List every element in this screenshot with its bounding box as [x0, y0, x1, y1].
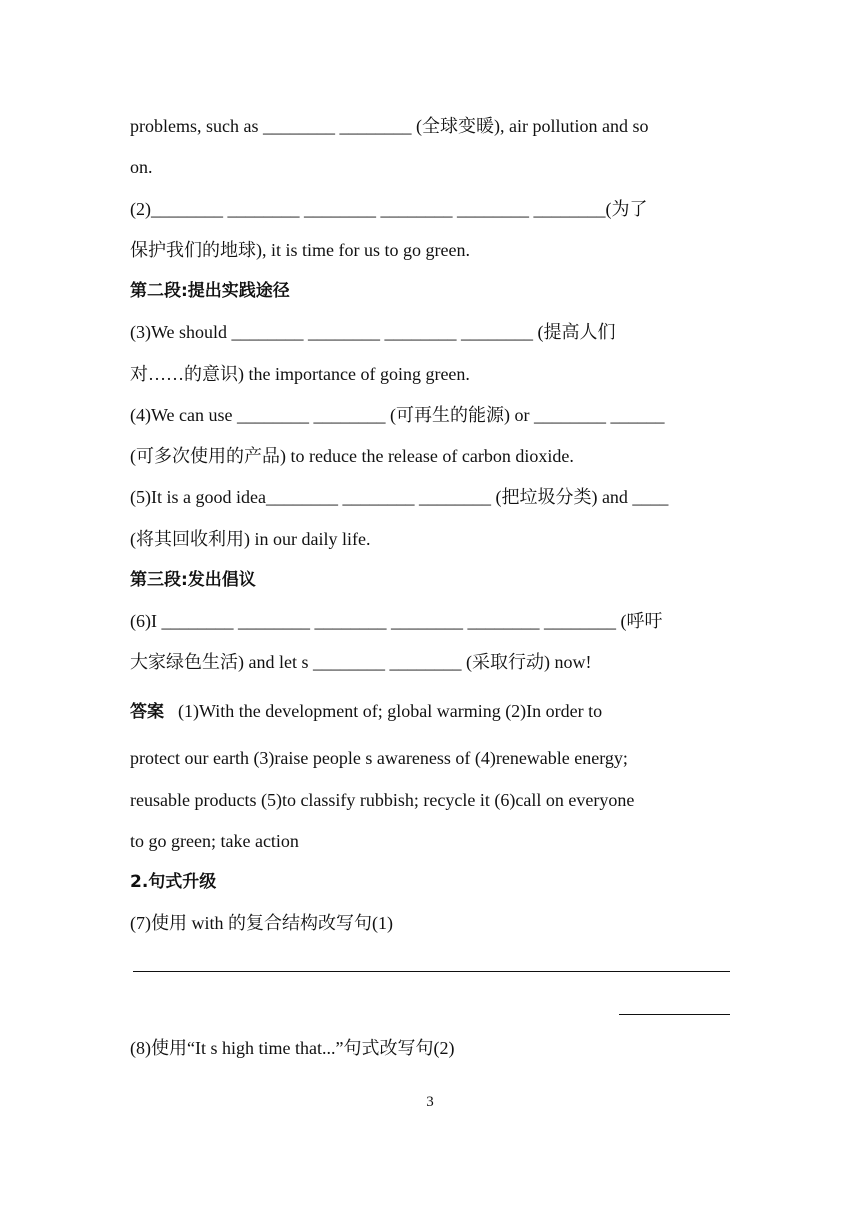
answer-line: to go green; take action — [130, 831, 299, 851]
page-number: 3 — [426, 1094, 434, 1110]
answer-label: 答案 — [130, 702, 164, 722]
text-line: (2)________ ________ ________ ________ ________ ________(为了 — [130, 199, 648, 219]
answer-blank-line — [133, 971, 730, 972]
answer-blank-line — [619, 1014, 730, 1015]
question-line: (7)使用 with 的复合结构改写句(1) — [130, 913, 393, 933]
answer-line: protect our earth (3)raise people s awareness of (4)renewable energy; — [130, 748, 628, 768]
text-line: problems, such as ________ ________ (全球变暖), air pollution and so — [130, 116, 649, 136]
text-line: (3)We should ________ ________ ________ ________ (提高人们 — [130, 322, 616, 342]
question-line: (8)使用“It s high time that...”句式改写句(2) — [130, 1038, 455, 1058]
text-line: (可多次使用的产品) to reduce the release of carbon dioxide. — [130, 446, 574, 466]
answer-line: reusable products (5)to classify rubbish; recycle it (6)call on everyone — [130, 790, 635, 810]
section-heading: 2.句式升级 — [130, 872, 217, 892]
text-line: on. — [130, 157, 153, 177]
text-line: (将其回收利用) in our daily life. — [130, 529, 371, 549]
answer-line — [130, 699, 732, 724]
text-line: (5)It is a good idea________ ________ ________ (把垃圾分类) and ____ — [130, 487, 669, 507]
text-line: (6)I ________ ________ ________ ________ ________ ________ (呼吁 — [130, 611, 663, 631]
text-line: 保护我们的地球), it is time for us to go green. — [130, 240, 470, 260]
answer-text: (1)With the development of; global warming (2)In order to — [178, 701, 603, 721]
text-line: 对……的意识) the importance of going green. — [130, 364, 470, 384]
section-heading: 第二段:提出实践途径 — [130, 281, 290, 301]
section-heading: 第三段:发出倡议 — [130, 570, 256, 590]
text-line: 大家绿色生活) and let s ________ ________ (采取行动) now! — [130, 652, 592, 672]
text-line: (4)We can use ________ ________ (可再生的能源) or ________ ______ — [130, 405, 665, 425]
